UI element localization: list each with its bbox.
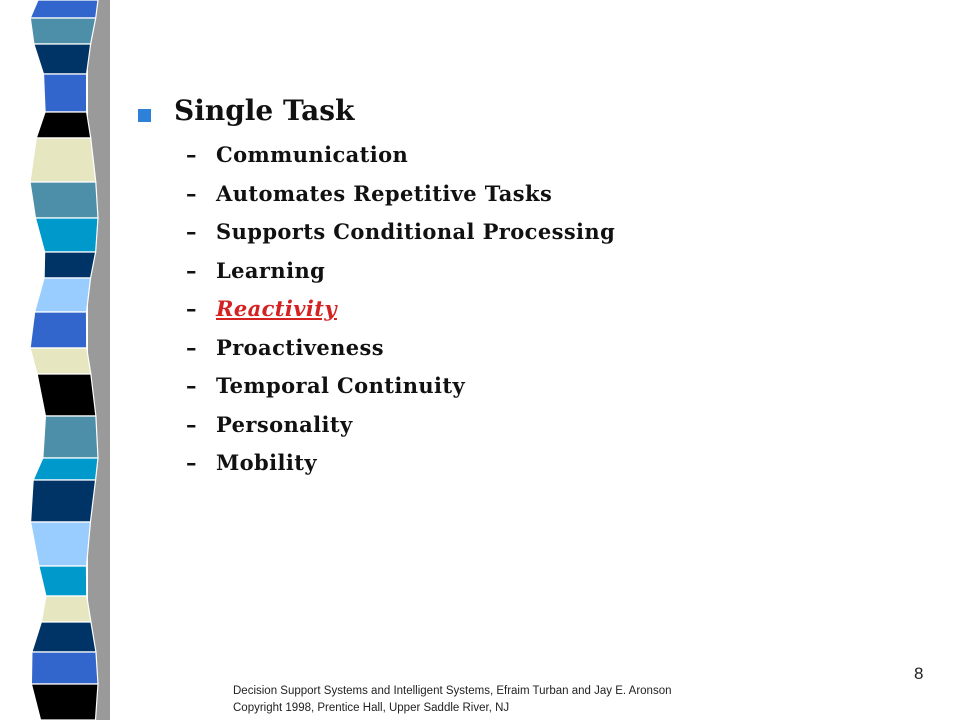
bullet-square-icon — [138, 109, 151, 122]
main-bullet-title: Single Task — [174, 94, 355, 127]
stripe-segment — [31, 522, 91, 566]
sub-bullet-label: Automates Repetitive Tasks — [216, 180, 553, 206]
stripe-segment — [33, 458, 98, 480]
dash-marker: – — [186, 219, 197, 244]
stripe-segment — [44, 74, 87, 112]
stripe-segment — [31, 652, 98, 684]
stripe-segment — [30, 0, 98, 18]
dash-marker: – — [186, 142, 197, 167]
stripe-segment — [41, 596, 91, 622]
sub-bullet-label: Communication — [216, 142, 409, 167]
sub-bullet-item — [186, 217, 615, 256]
stripe-segment — [35, 218, 98, 252]
dash-marker: – — [186, 450, 197, 475]
footer-citation — [233, 683, 672, 717]
dash-marker: – — [186, 180, 197, 206]
footer-line-2: Copyright 1998, Prentice Hall, Upper Saddle River, NJ — [233, 702, 510, 714]
sub-bullet-item — [186, 140, 615, 179]
sub-bullet-label: Supports Conditional Processing — [216, 219, 616, 244]
stripe-segment — [32, 622, 96, 652]
stripe-segment — [31, 684, 98, 720]
dash-marker: – — [186, 257, 197, 283]
stripe-shadow — [88, 0, 110, 720]
stripe-segment — [30, 18, 95, 44]
sub-bullet-item — [186, 294, 615, 333]
stripe-segment — [35, 278, 91, 312]
sub-bullet-item — [186, 256, 615, 295]
stripe-segment — [31, 480, 96, 522]
sub-bullet-label: Personality — [216, 411, 353, 437]
stripe-segment — [30, 348, 91, 374]
stripe-segment — [30, 312, 87, 348]
sub-bullet-label: Temporal Continuity — [216, 373, 466, 398]
dash-marker: – — [186, 296, 197, 321]
stripe-segment — [30, 138, 96, 182]
stripe-segment — [39, 566, 87, 596]
dash-marker: – — [186, 334, 197, 360]
sub-bullet-label: Mobility — [216, 450, 317, 475]
stripe-segment — [44, 252, 96, 278]
dash-marker: – — [186, 373, 197, 398]
stripe-segment — [34, 44, 91, 74]
stripe-segment — [43, 416, 98, 458]
sub-bullet-item — [186, 179, 615, 218]
stripe-segment — [36, 112, 90, 138]
sub-bullet-list — [186, 140, 615, 487]
sub-bullet-label: Proactiveness — [216, 334, 384, 360]
stripe-segment — [30, 182, 98, 218]
dash-marker: – — [186, 411, 197, 437]
page-number: 8 — [914, 664, 924, 683]
sub-bullet-item — [186, 371, 615, 410]
sub-bullet-item — [186, 410, 615, 449]
footer-line-1: Decision Support Systems and Intelligent Systems, Efraim Turban and Jay E. Aronson — [233, 685, 672, 697]
sub-bullet-item — [186, 333, 615, 372]
decorative-stripe — [0, 0, 130, 720]
sub-bullet-label: Learning — [216, 257, 326, 283]
sub-bullet-item — [186, 448, 615, 487]
sub-bullet-label: Reactivity — [216, 296, 337, 321]
stripe-segment — [37, 374, 96, 416]
